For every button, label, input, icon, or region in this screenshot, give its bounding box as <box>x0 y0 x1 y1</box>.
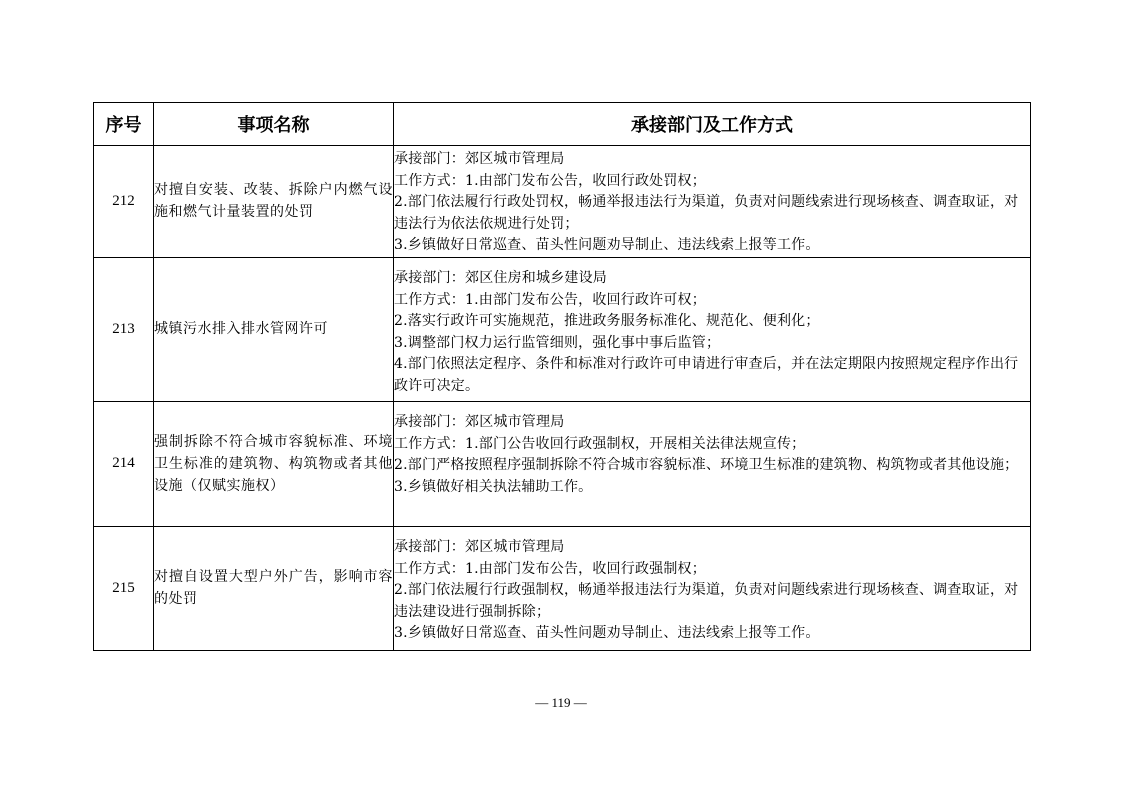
dept-line: 3.乡镇做好日常巡查、苗头性问题劝导制止、违法线索上报等工作。 <box>394 237 820 254</box>
row-matter-name: 强制拆除不符合城市容貌标准、环境卫生标准的建筑物、构筑物或者其他设施（仅赋实施权） <box>154 401 394 526</box>
dept-line: 承接部门：郊区城市管理局 <box>394 538 565 555</box>
dept-line: 工作方式：1.由部门发布公告，收回行政强制权； <box>394 560 706 577</box>
row-matter-name: 对擅自安装、改装、拆除户内燃气设施和燃气计量装置的处罚 <box>154 146 394 258</box>
dept-line: 工作方式：1.由部门发布公告，收回行政处罚权； <box>394 172 706 189</box>
table-row <box>94 526 1031 650</box>
matters-table <box>93 102 1031 651</box>
dept-line: 3.调整部门权力运行监管细则，强化事中事后监管； <box>394 334 721 351</box>
table-row <box>94 146 1031 258</box>
dept-line: 承接部门：郊区城市管理局 <box>394 151 565 167</box>
row-matter-name: 对擅自设置大型户外广告，影响市容的处罚 <box>154 526 394 650</box>
table-header-row <box>94 103 1031 146</box>
row-department-and-method <box>394 257 1031 401</box>
dept-line: 承接部门：郊区城市管理局 <box>394 413 565 430</box>
dept-line: 3.乡镇做好相关执法辅助工作。 <box>394 478 593 495</box>
row-serial-number: 212 <box>94 146 154 258</box>
dept-line: 3.乡镇做好日常巡查、苗头性问题劝导制止、违法线索上报等工作。 <box>394 625 820 642</box>
dept-line: 承接部门：郊区住房和城乡建设局 <box>394 269 607 286</box>
table-row <box>94 401 1031 526</box>
dept-line: 2.部门依法履行行政强制权，畅通举报违法行为渠道，负责对问题线索进行现场核查、调查取证，对违法建设进行强制拆除； <box>394 582 1019 620</box>
dept-line: 工作方式：1.由部门发布公告，收回行政许可权； <box>394 291 706 308</box>
row-serial-number: 213 <box>94 257 154 401</box>
header-matter-name: 事项名称 <box>154 103 394 146</box>
dept-line: 2.落实行政许可实施规范，推进政务服务标准化、规范化、便利化； <box>394 313 820 330</box>
page-number: — 119 — <box>535 695 587 710</box>
dept-line: 工作方式：1.部门公告收回行政强制权，开展相关法律法规宣传； <box>394 435 806 452</box>
table-row <box>94 257 1031 401</box>
header-serial-number: 序号 <box>94 103 154 146</box>
dept-line: 4.部门依照法定程序、条件和标准对行政许可申请进行审查后，并在法定期限内按照规定程序作出行政许可决定。 <box>394 356 1019 394</box>
row-department-and-method <box>394 401 1031 526</box>
dept-line: 2.部门依法履行行政处罚权，畅通举报违法行为渠道，负责对问题线索进行现场核查、调查取证，对违法行为依法依规进行处罚； <box>394 194 1019 232</box>
header-department-and-method: 承接部门及工作方式 <box>394 103 1031 146</box>
row-serial-number: 214 <box>94 401 154 526</box>
dept-line: 2.部门严格按照程序强制拆除不符合城市容貌标准、环境卫生标准的建筑物、构筑物或者其他设施； <box>394 457 1019 474</box>
row-matter-name: 城镇污水排入排水管网许可 <box>154 257 394 401</box>
row-department-and-method <box>394 146 1031 258</box>
row-department-and-method <box>394 526 1031 650</box>
row-serial-number: 215 <box>94 526 154 650</box>
